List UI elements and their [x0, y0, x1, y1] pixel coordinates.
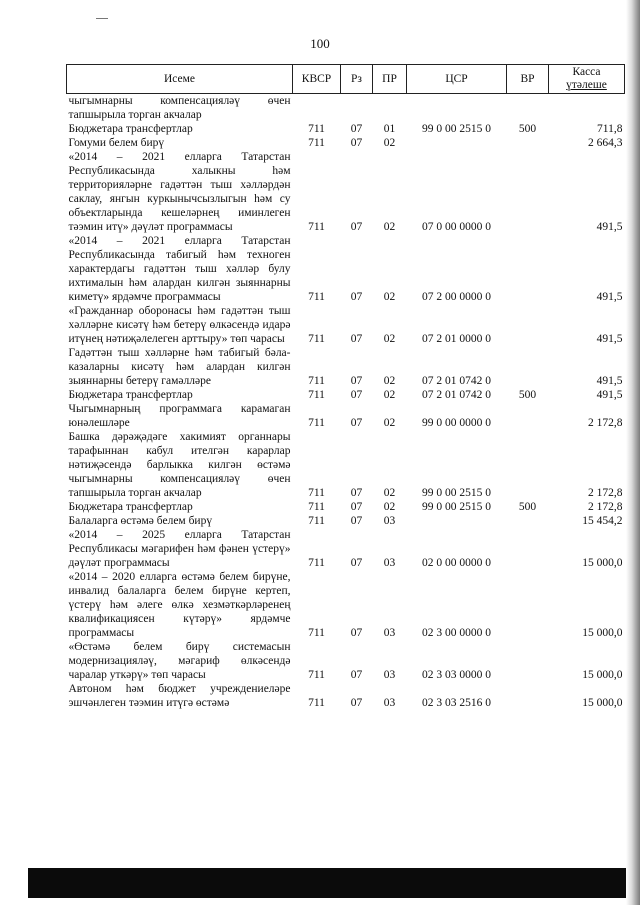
cell-amount: 15 454,2 — [582, 515, 623, 527]
cell-vr — [507, 304, 549, 346]
cell-pr: 03 — [383, 627, 396, 639]
cell-pr: 02 — [383, 221, 396, 233]
cell-name: «Гражданнар оборонасы һәм гадәттән тыш хәлләрне кисәтү һәм бетерү өлкәсендә идарә итүнең нәтиҗәлелеген арттыру» төп чарасы — [68, 305, 291, 345]
cell-csr: 07 0 00 0000 0 — [422, 221, 491, 233]
cell-kvsr: 711 — [308, 487, 325, 499]
table-row — [67, 640, 625, 682]
cell-kvsr: 711 — [308, 417, 325, 429]
table-body — [67, 94, 625, 711]
header-rz: Рз — [341, 65, 373, 94]
cell-kvsr: 711 — [308, 697, 325, 709]
cell-vr — [507, 150, 549, 234]
cell-name: «2014 – 2021 елларга Татарстан Республикасында табигый һәм техноген характердагы гадәттән тыш хәлләр булу ихтималын һәм алардан килгән зыяннарны киметү» ярдәмче программасы — [68, 235, 291, 303]
cell-csr: 07 2 00 0000 0 — [422, 291, 491, 303]
cell-kvsr: 711 — [308, 333, 325, 345]
cell-kvsr: 711 — [308, 123, 325, 135]
table-row — [67, 122, 625, 136]
cell-name: «2014 – 2025 елларга Татарстан Республикасы мәгарифен һәм фәнен үстерү» дәүләт программасы — [68, 529, 291, 569]
cell-pr: 02 — [383, 417, 396, 429]
table-row — [67, 150, 625, 234]
cell-amount: 2 172,8 — [588, 417, 623, 429]
cell-vr — [507, 570, 549, 640]
cell-rz: 07 — [350, 501, 363, 513]
cell-name: «2014 – 2020 елларга өстәмә белем бирүне, инвалид балаларга белем бирүне кертеп, үстерү һәм әлеге өлкә хезмәткәрләренең квалификациясен күтәрү» ярдәмче программасы — [68, 571, 291, 639]
cell-name: «Өстәмә белем бирү системасын модернизацияләү, мәгариф өлкәсендә чаралар уткәрү» төп чарасы — [68, 641, 291, 681]
cell-name: чыгымнарны компенсацияләү өчен тапшырыла торган акчалар — [68, 95, 291, 121]
table-row — [67, 402, 625, 430]
cell-vr: 500 — [518, 123, 537, 135]
cell-rz: 07 — [350, 221, 363, 233]
cell-amount: 491,5 — [596, 389, 623, 401]
cell-amount: 15 000,0 — [582, 697, 623, 709]
cell-csr — [407, 136, 507, 150]
scan-mark — [96, 18, 108, 19]
cell-pr: 02 — [383, 487, 396, 499]
cell-amount: 15 000,0 — [582, 669, 623, 681]
cell-rz: 07 — [350, 669, 363, 681]
table-row — [67, 234, 625, 304]
cell-rz: 07 — [350, 389, 363, 401]
cell-csr: 02 3 00 0000 0 — [422, 627, 491, 639]
cell-vr — [507, 430, 549, 500]
table-row — [67, 304, 625, 346]
page-number: 100 — [310, 36, 330, 51]
cell-name: Бюджетара трансфертлар — [68, 123, 193, 135]
cell-rz: 07 — [350, 557, 363, 569]
cell-amount: 491,5 — [596, 291, 623, 303]
cell-name: Автоном һәм бюджет учреждениеләре эшчәнлеген тәэмин итүгә өстәмә — [68, 683, 291, 709]
header-kassa-line1: Касса — [572, 66, 601, 78]
cell-name: Балаларга өстәмә белем бирү — [68, 515, 213, 527]
cell-kvsr: 711 — [308, 375, 325, 387]
cell-vr — [507, 94, 549, 123]
table-row — [67, 514, 625, 528]
table-header-row — [67, 65, 625, 94]
cell-name: «2014 – 2021 елларга Татарстан Республикасында халыкны һәм территорияләрне гадәттән тыш хәлләрдән саклау, янгын куркынычсызлыгын һәм су объектларында кешеләрнең иминлеген тәэмин итү» дәүләт программасы — [68, 151, 291, 233]
cell-pr — [373, 94, 407, 123]
table-row — [67, 682, 625, 710]
table-row — [67, 136, 625, 150]
cell-vr — [507, 682, 549, 710]
cell-amount: 2 172,8 — [588, 487, 623, 499]
header-csr: ЦСР — [407, 65, 507, 94]
cell-amount — [549, 94, 625, 123]
cell-csr: 07 2 01 0742 0 — [422, 389, 491, 401]
cell-pr: 02 — [383, 333, 396, 345]
cell-rz — [341, 94, 373, 123]
cell-csr: 99 0 00 2515 0 — [422, 123, 491, 135]
cell-csr: 02 0 00 0000 0 — [422, 557, 491, 569]
cell-amount: 2 172,8 — [588, 501, 623, 513]
cell-kvsr: 711 — [308, 137, 325, 149]
cell-vr — [507, 234, 549, 304]
table-row — [67, 388, 625, 402]
cell-csr: 99 0 00 2515 0 — [422, 487, 491, 499]
cell-amount: 491,5 — [596, 375, 623, 387]
table-row — [67, 430, 625, 500]
cell-rz: 07 — [350, 627, 363, 639]
cell-kvsr: 711 — [308, 515, 325, 527]
cell-rz: 07 — [350, 515, 363, 527]
cell-amount: 491,5 — [596, 221, 623, 233]
cell-amount: 2 664,3 — [588, 137, 623, 149]
cell-name: Чыгымнарның программага карамаган юнәлешләре — [68, 403, 291, 429]
cell-vr — [507, 528, 549, 570]
cell-csr: 02 3 03 2516 0 — [422, 697, 491, 709]
scan-border-bottom — [28, 868, 640, 898]
cell-rz: 07 — [350, 487, 363, 499]
cell-pr: 03 — [383, 515, 396, 527]
cell-rz: 07 — [350, 375, 363, 387]
budget-table — [66, 64, 625, 710]
cell-kvsr: 711 — [308, 291, 325, 303]
cell-rz: 07 — [350, 697, 363, 709]
cell-kvsr: 711 — [308, 557, 325, 569]
cell-pr: 02 — [383, 137, 396, 149]
cell-kvsr: 711 — [308, 669, 325, 681]
cell-pr: 02 — [383, 291, 396, 303]
cell-pr: 03 — [383, 697, 396, 709]
header-kassa-line2: үтәлеше — [566, 79, 607, 91]
table-row — [67, 500, 625, 514]
cell-pr: 02 — [383, 375, 396, 387]
cell-name: Бюджетара трансфертлар — [68, 501, 193, 513]
table-row — [67, 528, 625, 570]
cell-csr: 07 2 01 0742 0 — [422, 375, 491, 387]
cell-vr: 500 — [518, 389, 537, 401]
cell-csr: 07 2 01 0000 0 — [422, 333, 491, 345]
cell-kvsr — [293, 94, 341, 123]
cell-name: Гомуми белем бирү — [68, 137, 165, 149]
header-name: Исеме — [67, 65, 293, 94]
cell-rz: 07 — [350, 123, 363, 135]
header-kassa — [549, 65, 625, 94]
cell-rz: 07 — [350, 291, 363, 303]
cell-name: Гадәттән тыш хәлләрне һәм табигый бәла-казаларны кисәтү һәм алардан килгән зыяннарны бетерү гамәлләре — [68, 347, 291, 387]
cell-rz: 07 — [350, 417, 363, 429]
cell-pr: 01 — [383, 123, 396, 135]
cell-pr: 02 — [383, 389, 396, 401]
cell-amount: 711,8 — [597, 123, 623, 135]
cell-pr: 03 — [383, 557, 396, 569]
cell-csr — [407, 514, 507, 528]
cell-pr: 02 — [383, 501, 396, 513]
table-row — [67, 94, 625, 123]
cell-vr: 500 — [518, 501, 537, 513]
cell-csr: 99 0 00 0000 0 — [422, 417, 491, 429]
cell-csr: 99 0 00 2515 0 — [422, 501, 491, 513]
table-row — [67, 570, 625, 640]
cell-name: Бюджетара трансфертлар — [68, 389, 193, 401]
cell-vr — [507, 640, 549, 682]
cell-vr — [507, 136, 549, 150]
cell-amount: 15 000,0 — [582, 627, 623, 639]
header-vr: ВР — [507, 65, 549, 94]
cell-amount: 15 000,0 — [582, 557, 623, 569]
cell-amount: 491,5 — [596, 333, 623, 345]
cell-csr — [407, 94, 507, 123]
cell-vr — [507, 346, 549, 388]
cell-vr — [507, 402, 549, 430]
cell-kvsr: 711 — [308, 501, 325, 513]
header-kvsr: КВСР — [293, 65, 341, 94]
cell-kvsr: 711 — [308, 627, 325, 639]
scan-border-right — [626, 0, 640, 905]
cell-rz: 07 — [350, 137, 363, 149]
cell-rz: 07 — [350, 333, 363, 345]
cell-pr: 03 — [383, 669, 396, 681]
cell-csr: 02 3 03 0000 0 — [422, 669, 491, 681]
table-row — [67, 346, 625, 388]
cell-kvsr: 711 — [308, 389, 325, 401]
cell-name: Башка дәрәҗәдәге хакимият органнары тарафыннан кабул ителгән карарлар нәтиҗәсендә барлыкка килгән өстәмә чыгымнарны компенсацияләү өчен тапшырыла торган акчалар — [68, 431, 291, 499]
cell-vr — [507, 514, 549, 528]
cell-kvsr: 711 — [308, 221, 325, 233]
header-pr: ПР — [373, 65, 407, 94]
